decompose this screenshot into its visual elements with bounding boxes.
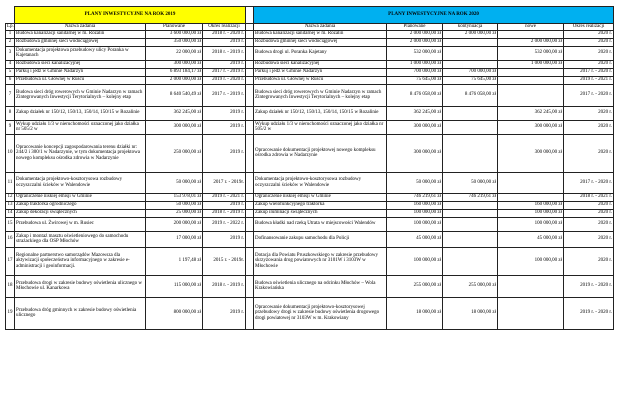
header-new: nowe	[498, 24, 564, 31]
period-2020-cell: 2020 r.	[564, 106, 614, 120]
row-number-cell: 3	[6, 46, 15, 60]
table-row	[6, 30, 614, 38]
period-2020-cell: 2019 r. - 2020 r.	[564, 297, 614, 329]
task-name-2020-cell: Zakup wielofunkcyjnego traktorka	[254, 201, 387, 209]
period-2019-cell: 2019 r.	[203, 134, 246, 172]
task-name-2019-cell: Zakup działek nr 150/12, 150/13, 150/14, 150/15 w Rozalinie	[15, 106, 146, 120]
planned-2020-cell: 8 476 058,00 zł	[387, 84, 443, 106]
new-2020-cell: 100 000,00 zł	[498, 247, 564, 275]
gap-cell	[246, 172, 254, 193]
period-2019-cell: 2019 r.	[203, 297, 246, 329]
task-name-2020-cell: Rozbudowa gminnej sieci wodociągowej	[254, 38, 387, 46]
continuation-2020-cell	[443, 60, 498, 68]
table-row	[6, 297, 614, 329]
planned-2020-cell: 2 000 000,00 zł	[387, 38, 443, 46]
period-2020-cell: 2020 r.	[564, 60, 614, 68]
continuation-2020-cell	[443, 201, 498, 209]
header-lp: Lp.	[7, 24, 14, 29]
row-number-cell: 19	[6, 297, 15, 329]
task-name-2019-cell: Zakup i montaż masztu oświetleniowego do samochodu strażackiego dla OSP Młochów	[15, 231, 146, 247]
gap-cell	[246, 38, 254, 46]
table-row	[6, 60, 614, 68]
planned-2019-cell: 2 000 000,00 zł	[146, 76, 203, 84]
new-2020-cell: 532 000,00 zł	[498, 46, 564, 60]
planned-2020-cell: 700 000,00 zł	[387, 68, 443, 76]
table-row	[6, 193, 614, 201]
task-name-2020-cell: Wykup udziału 1/3 w nieruchomości oznaczonej jako działka nr 505/2 w	[254, 120, 387, 134]
task-name-2019-cell: Wykup udziału 1/3 w nieruchomości oznaczonej jako działka nr 505/2 w	[15, 120, 146, 134]
row-number-cell: 16	[6, 231, 15, 247]
table-row	[6, 209, 614, 217]
planned-2020-cell: 1 000 000,00 zł	[387, 60, 443, 68]
planned-2020-cell: 100 000,00 zł	[387, 209, 443, 217]
row-number-cell: 10	[6, 134, 15, 172]
header-planned-2019: Planowane	[146, 24, 203, 31]
header-continuation: kontynuacja	[443, 24, 498, 31]
task-name-2020-cell: Budowa drogi ul. Poranka Kajetany	[254, 46, 387, 60]
planned-2019-cell: 17 000,00 zł	[146, 231, 203, 247]
period-2020-cell: 2017 r. - 2020 r.	[564, 84, 614, 106]
row-number-cell: 11	[6, 172, 15, 193]
table-row	[6, 76, 614, 84]
task-name-2019-cell: Regionalne partnerstwo samorządów Mazowsza dla aktywizacji społeczeństwa informacyjnego w zakresie e-administracji i geoinformacji.	[15, 247, 146, 275]
gap-cell	[246, 120, 254, 134]
investment-plan-table	[5, 6, 614, 330]
task-name-2020-cell: Opracowanie dokumentacji projektowej nowego kompleksu ośrodka zdrowia w Nadarzynie	[254, 134, 387, 172]
new-2020-cell	[498, 84, 564, 106]
gap-cell	[246, 297, 254, 329]
table-row	[6, 38, 614, 46]
new-2020-cell: 300 000,00 zł	[498, 120, 564, 134]
gap-cell	[246, 247, 254, 275]
period-2020-cell: 2019 r. - 2021 r.	[564, 76, 614, 84]
task-name-2020-cell: Rozbudowa sieci kanalizacyjnej	[254, 60, 387, 68]
gap-cell	[246, 68, 254, 76]
continuation-2020-cell: 50 000,00 zł	[443, 172, 498, 193]
task-name-2019-cell: Przebudowa ul. Głównej w Ruścu	[15, 76, 146, 84]
row-number-cell: 9	[6, 120, 15, 134]
task-name-2019-cell: Dokumentacja projektowo-kosztorysowa rozbudowy oczyszczalni ścieków w Walendowie	[15, 172, 146, 193]
period-2019-cell: 2019 r.	[203, 38, 246, 46]
period-2020-cell: 2018 r. - 2021 r.	[564, 193, 614, 201]
period-2019-cell: 2019 r. - 2021 r.	[203, 193, 246, 201]
planned-2019-cell: 153 978,01 zł	[146, 193, 203, 201]
period-2019-cell: 2017 r. - 2019 r.	[203, 68, 246, 76]
period-2019-cell: 2019 r.	[203, 60, 246, 68]
continuation-2020-cell: 746 219,61 zł	[443, 193, 498, 201]
period-2020-cell: 2017 r. - 2020 r.	[564, 172, 614, 193]
row-number-cell: 18	[6, 275, 15, 297]
new-2020-cell: 362 245,00 zł	[498, 106, 564, 120]
task-name-2020-cell: Budowa kanalizacji sanitarnej w m. Rozalin	[254, 30, 387, 38]
gap-cell	[246, 76, 254, 84]
continuation-2020-cell	[443, 134, 498, 172]
planned-2019-cell: 50 000,00 zł	[146, 201, 203, 209]
continuation-2020-cell	[443, 106, 498, 120]
row-number-cell: 17	[6, 247, 15, 275]
row-number-cell: 4	[6, 60, 15, 68]
header-period-2019: Okres realizacji	[203, 24, 246, 31]
planned-2019-cell: 1 197,48 zł	[146, 247, 203, 275]
planned-2019-cell: 8 640 540,49 zł	[146, 84, 203, 106]
task-name-2020-cell: Budowa oświetlenia ulicznego na odcinku Młochów – Wola Krakowiańska	[254, 275, 387, 297]
row-number-cell: 7	[6, 84, 15, 106]
planned-2019-cell: 6 893 184,17 zł	[146, 68, 203, 76]
task-name-2020-cell: Opracowanie dokumentacji projektowo-kosztorysowej przebudowy drogi w zakresie budowy oświetlenia drogowego drogi powiatowej nr 3103W w m. Krakowiany	[254, 297, 387, 329]
period-2020-cell: 2020 r.	[564, 247, 614, 275]
period-2019-cell: 2019 r.	[203, 106, 246, 120]
planned-2019-cell: 350 000,00 zł	[146, 38, 203, 46]
period-2019-cell: 2019 r. - 2020 r.	[203, 76, 246, 84]
task-name-2019-cell: Budowa sieci dróg rowerowych w Gminie Nadarzyn w ramach Zintegrowanych Inwestycji Terytorialnych – kolejny etap	[15, 84, 146, 106]
period-2019-cell: 2019 r.	[203, 201, 246, 209]
task-name-2020-cell: Budowa sieci dróg rowerowych w Gminie Nadarzyn w ramach Zintegrowanych Inwestycji Terytorialnych – kolejny etap	[254, 84, 387, 106]
row-number-cell: 8	[6, 106, 15, 120]
planned-2020-cell: 746 219,61 zł	[387, 193, 443, 201]
row-number-cell: 6	[6, 76, 15, 84]
period-2020-cell: 2020 r.	[564, 38, 614, 46]
period-2019-cell: 2017 r. - 2019r.	[203, 172, 246, 193]
task-name-2020-cell: Zakup iluminacji świątecznych	[254, 209, 387, 217]
task-name-2020-cell: Budowa kładki nad rzeką Utrata w miejscowości Walendów	[254, 217, 387, 231]
planned-2020-cell: 100 000,00 zł	[387, 217, 443, 231]
task-name-2020-cell: Parkuj i jedź w Gminie Nadarzyn	[254, 68, 387, 76]
table-row	[6, 68, 614, 76]
planned-2019-cell: 3 600 000,00 zł	[146, 30, 203, 38]
period-2020-cell: 2020 r.	[564, 134, 614, 172]
title-2020: PLANY INWESTYCYJNE NA ROK 2020	[254, 7, 614, 24]
table-row	[6, 201, 614, 209]
planned-2020-cell: 362 245,00 zł	[387, 106, 443, 120]
task-name-2020-cell: Dokumentacja projektowo-kosztorysowa rozbudowy oczyszczalni ścieków w Walendowie	[254, 172, 387, 193]
task-name-2019-cell: Przebudowa drogi w zakresie budowy oświetlenia ulicznego w Młochowie ul. Kanarkowa	[15, 275, 146, 297]
continuation-2020-cell	[443, 38, 498, 46]
header-planned-2020: Planowane	[387, 24, 443, 31]
planned-2020-cell: 18 000,00 zł	[387, 297, 443, 329]
continuation-2020-cell	[443, 209, 498, 217]
continuation-2020-cell	[443, 247, 498, 275]
new-2020-cell: 100 000,00 zł	[498, 209, 564, 217]
new-2020-cell: 100 000,00 zł	[498, 217, 564, 231]
planned-2019-cell: 22 000,00 zł	[146, 46, 203, 60]
new-2020-cell: 2 000 000,00 zł	[498, 38, 564, 46]
new-2020-cell: 160 000,00 zł	[498, 201, 564, 209]
period-2020-cell: 2020 r.	[564, 231, 614, 247]
continuation-2020-cell: 8 476 058,00 zł	[443, 84, 498, 106]
period-2019-cell: 2017 r. - 2019 r.	[203, 84, 246, 106]
table-row	[6, 247, 614, 275]
task-name-2019-cell: Zakup traktorka ogrodniczego	[15, 201, 146, 209]
gap-cell	[246, 46, 254, 60]
task-name-2019-cell: Opracowanie koncepcji zagospodarowania terenu działki nr: 244/2 i 300/1 w Nadarzynie, w tym dokumentacja projektowa nowego kompleksu ośrodka zdrowia w Nadarzynie	[15, 134, 146, 172]
planned-2019-cell: 800 000,00 zł	[146, 297, 203, 329]
planned-2019-cell: 50 000,00 zł	[146, 172, 203, 193]
planned-2020-cell: 300 000,00 zł	[387, 120, 443, 134]
new-2020-cell	[498, 297, 564, 329]
period-2020-cell: 2020 r.	[564, 30, 614, 38]
table-row	[6, 134, 614, 172]
planned-2019-cell: 300 000,00 zł	[146, 120, 203, 134]
continuation-2020-cell	[443, 231, 498, 247]
header-name-2020: Nazwa zadania	[254, 24, 387, 31]
planned-2020-cell: 255 000,00 zł	[387, 275, 443, 297]
planned-2019-cell: 115 000,00 zł	[146, 275, 203, 297]
task-name-2019-cell: Przebudowa dróg gminnych w zakresie budowy oświetlenia ulicznego	[15, 297, 146, 329]
planned-2019-cell: 200 000,00 zł	[146, 217, 203, 231]
task-name-2020-cell: Przebudowa ul. Głównej w Ruścu	[254, 76, 387, 84]
row-number-cell: 14	[7, 210, 13, 216]
planned-2020-cell: 160 000,00 zł	[387, 201, 443, 209]
continuation-2020-cell	[443, 46, 498, 60]
period-2020-cell: 2020 r.	[564, 120, 614, 134]
task-name-2019-cell: Zakup dekoracji świątecznych	[15, 209, 146, 217]
row-number-cell: 5	[6, 68, 15, 76]
planned-2020-cell: 2 000 000,00 zł	[387, 30, 443, 38]
table-row	[6, 275, 614, 297]
task-name-2019-cell: Rozbudowa sieci kanalizacyjnej	[15, 60, 146, 68]
gap-cell	[246, 30, 254, 38]
gap-cell	[246, 193, 254, 201]
planned-2019-cell: 362 245,00 zł	[146, 106, 203, 120]
period-2019-cell: 2019 r.	[203, 231, 246, 247]
planned-2020-cell: 100 000,00 zł	[387, 247, 443, 275]
new-2020-cell	[498, 76, 564, 84]
period-2019-cell: 2018 r. - 2019 r.	[203, 275, 246, 297]
gap-cell	[246, 209, 254, 217]
new-2020-cell	[498, 172, 564, 193]
period-2020-cell: 2019 r. - 2020 r.	[564, 275, 614, 297]
new-2020-cell: 45 000,00 zł	[498, 231, 564, 247]
row-number-cell: 15	[6, 217, 15, 231]
continuation-2020-cell: 255 000,00 zł	[443, 275, 498, 297]
planned-2019-cell: 25 000,00 zł	[146, 209, 203, 217]
planned-2020-cell: 532 000,00 zł	[387, 46, 443, 60]
continuation-2020-cell	[443, 217, 498, 231]
period-2020-cell: 2020 r.	[564, 217, 614, 231]
table-row	[6, 231, 614, 247]
table-row	[6, 46, 614, 60]
gap-cell	[246, 275, 254, 297]
task-name-2019-cell: Budowa kanalizacji sanitarnej w m. Rozalin	[15, 30, 146, 38]
period-2019-cell: 2019 r. - 2022 r.	[203, 217, 246, 231]
period-2019-cell: 2018 r. - 2019 r.	[203, 46, 246, 60]
task-name-2020-cell: Dofinansowanie zakupu samochodu dla Policji	[254, 231, 387, 247]
table-row	[6, 172, 614, 193]
title-row	[6, 7, 614, 24]
period-2019-cell: 2018 r. - 2019 r.	[203, 209, 246, 217]
task-name-2020-cell: Zakup działek nr 150/12, 150/13, 150/14, 150/15 w Rozalinie	[254, 106, 387, 120]
new-2020-cell	[498, 68, 564, 76]
planned-2020-cell: 300 000,00 zł	[387, 134, 443, 172]
header-period-2020: Okres realizacji	[564, 24, 614, 31]
row-number-cell: 2	[6, 38, 15, 46]
period-2019-cell: 2015 r. - 2019r.	[203, 247, 246, 275]
table-row	[6, 120, 614, 134]
task-name-2019-cell: Przebudowa ul. Żwirowej w m. Rusiec	[15, 217, 146, 231]
continuation-2020-cell: 700 000,00 zł	[443, 68, 498, 76]
period-2019-cell: 2019 r.	[203, 120, 246, 134]
header-row	[6, 24, 614, 31]
header-name-2019: Nazwa zadania	[15, 24, 146, 31]
task-name-2020-cell: Ograniczenie niskiej emisji w Gminie	[254, 193, 387, 201]
gap-cell	[246, 60, 254, 68]
period-2019-cell: 2018 r. - 2020 r.	[203, 30, 246, 38]
planned-2020-cell: 45 000,00 zł	[387, 231, 443, 247]
period-2020-cell: 2020 r.	[564, 46, 614, 60]
planned-2020-cell: 75 645,00 zł	[387, 76, 443, 84]
planned-2019-cell: 250 000,00 zł	[146, 134, 203, 172]
new-2020-cell: 300 000,00 zł	[498, 134, 564, 172]
table-row	[6, 217, 614, 231]
table-row	[6, 106, 614, 120]
task-name-2019-cell: Parkuj i jedź w Gminie Nadarzyn	[15, 68, 146, 76]
row-number-cell: 1	[6, 30, 15, 38]
continuation-2020-cell: 2 000 000,00 zł	[443, 30, 498, 38]
continuation-2020-cell	[443, 120, 498, 134]
gap-cell	[246, 231, 254, 247]
title-2019: PLANY INWESTYCYJNE NA ROK 2019	[15, 7, 246, 24]
planned-2020-cell: 50 000,00 zł	[387, 172, 443, 193]
period-2020-cell: 2020 r.	[564, 209, 614, 217]
table-row	[6, 84, 614, 106]
new-2020-cell	[498, 275, 564, 297]
row-number-cell: 12	[7, 194, 13, 200]
task-name-2019-cell: Ograniczenie niskiej emisji w Gminie	[15, 193, 146, 201]
task-name-2019-cell: Dokumentacja projektowa przebudowy ulicy Poranka w Kajetanach	[15, 46, 146, 60]
task-name-2020-cell: Dotacja dla Powiatu Pruszkowskiego w zakresie przebudowy skrzyżowania drog powiatowych nr 3101W i 3103W w Młochowie	[254, 247, 387, 275]
new-2020-cell: 1 000 000,00 zł	[498, 60, 564, 68]
gap-cell	[246, 84, 254, 106]
period-2020-cell: 2020 r.	[564, 201, 614, 209]
row-number-cell: 13	[7, 202, 13, 208]
continuation-2020-cell: 75 645,00 zł	[443, 76, 498, 84]
planned-2019-cell: 300 000,00 zł	[146, 60, 203, 68]
gap-cell	[246, 201, 254, 209]
task-name-2019-cell: Rozbudowa gminnej sieci wodociągowej	[15, 38, 146, 46]
gap-cell	[246, 217, 254, 231]
gap-cell	[246, 106, 254, 120]
gap-cell	[246, 134, 254, 172]
new-2020-cell	[498, 30, 564, 38]
continuation-2020-cell: 18 000,00 zł	[443, 297, 498, 329]
period-2020-cell: 2017 r. - 2020 r.	[564, 68, 614, 76]
new-2020-cell	[498, 193, 564, 201]
